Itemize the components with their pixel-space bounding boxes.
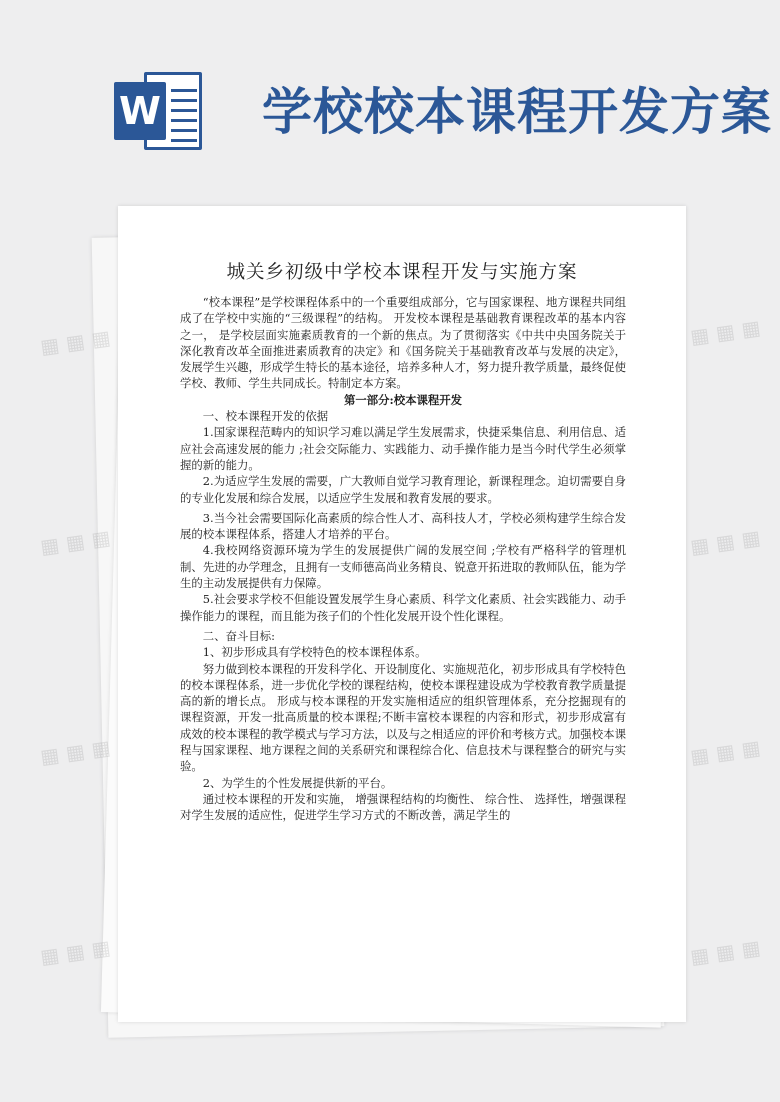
- basis-item-4: 4.我校网络资源环境为学生的发展提供广阔的发展空间 ;学校有严格科学的管理机制、先进的办学理念，且拥有一支师德高尚业务精良、锐意开拓进取的教师队伍，能为学生的主动发展提供有力保障。: [180, 543, 626, 591]
- subsection-heading: 二、奋斗目标:: [202, 628, 275, 643]
- basis-item-2: 2.为适应学生发展的需要，广大教师自觉学习教育理论，新课程理念。迫切需要自身的专业化发展和综合发展，以适应学生发展和教育发展的要求。: [180, 474, 626, 505]
- intro-paragraph: “校本课程”是学校课程体系中的一个重要组成部分，它与国家课程、地方课程共同组成了在学校中实施的“三级课程”的结构。 开发校本课程是基础教育课程改革的基本内容之一， 是学校层面实施素质教育的一个新的焦点。为了贯彻落实《中共中央国务院关于深化教育改革全面推进素质教育的决定》和《国务院关于基础教育改革与发展的决定》，发展学生兴趣，形成学生特长的基本途径，培养多种人才，努力提升教学质量，最终促使学校、教师、学生共同成长。特制定本方案。: [180, 295, 626, 391]
- subsection-heading: 一、校本课程开发的依据: [202, 409, 329, 424]
- goal-paragraph-1: 努力做到校本课程的开发科学化、开设制度化、实施规范化，初步形成具有学校特色的校本课程体系，进一步优化学校的课程结构，使校本课程建设成为学校教育教学质量提高的新的增长点。 形成与校本课程的开发实施相适应的组织管理体系，充分挖掘现有的课程资源，开发一批高质量的校本课程;不断丰富校本课程的内容和形式，初步形成富有成效的校本课程的教学模式与学习方法，以及与之相适应的评价和考核方式。加强校本课程与国家课程、地方课程之间的关系研究和课程综合化、信息技术与课程整合的研究与实验。: [180, 661, 626, 774]
- goal-item-1: 1、初步形成具有学校特色的校本课程体系。: [202, 645, 427, 660]
- section-heading: 第一部分:校本课程开发: [343, 392, 463, 407]
- basis-item-1: 1.国家课程范畴内的知识学习难以满足学生发展需求，快捷采集信息、利用信息、适应社会高速发展的能力 ;社会交际能力、实践能力、动手操作能力是当今时代学生必须掌握的新的能力。: [180, 425, 626, 472]
- watermark-mark: ▦ ▦ ▦: [688, 735, 762, 769]
- word-letter-badge: W: [114, 82, 166, 140]
- document-page: [118, 206, 686, 1022]
- banner-title: 学校校本课程开发方案: [262, 83, 772, 141]
- word-document-icon: [108, 66, 208, 156]
- watermark-mark: ▦ ▦ ▦: [38, 935, 112, 969]
- document-body: [180, 294, 626, 824]
- basis-item-5: 5.社会要求学校不但能设置发展学生身心素质、科学文化素质、社会实践能力、动手操作能力的课程，而且能为孩子们的个性化发展开设个性化课程。: [180, 592, 626, 623]
- document-title: 城关乡初级中学校本课程开发与实施方案: [226, 262, 578, 283]
- banner: [0, 0, 780, 200]
- watermark-mark: ▦ ▦ ▦: [688, 315, 762, 349]
- basis-item-3: 3.当今社会需要国际化高素质的综合性人才、高科技人才，学校必须构建学生综合发展的校本课程体系，搭建人才培养的平台。: [180, 510, 626, 542]
- goal-paragraph-2: 通过校本课程的开发和实施， 增强课程结构的均衡性、 综合性、 选择性，增强课程对学生发展的适应性，促进学生学习方式的不断改善，满足学生的: [180, 791, 626, 823]
- goal-item-2: 2、为学生的个性发展提供新的平台。: [202, 775, 393, 790]
- watermark-mark: ▦ ▦ ▦: [38, 325, 112, 359]
- watermark-mark: ▦ ▦ ▦: [38, 525, 112, 559]
- watermark-mark: ▦ ▦ ▦: [688, 525, 762, 559]
- watermark-mark: ▦ ▦ ▦: [688, 935, 762, 969]
- watermark-mark: ▦ ▦ ▦: [38, 735, 112, 769]
